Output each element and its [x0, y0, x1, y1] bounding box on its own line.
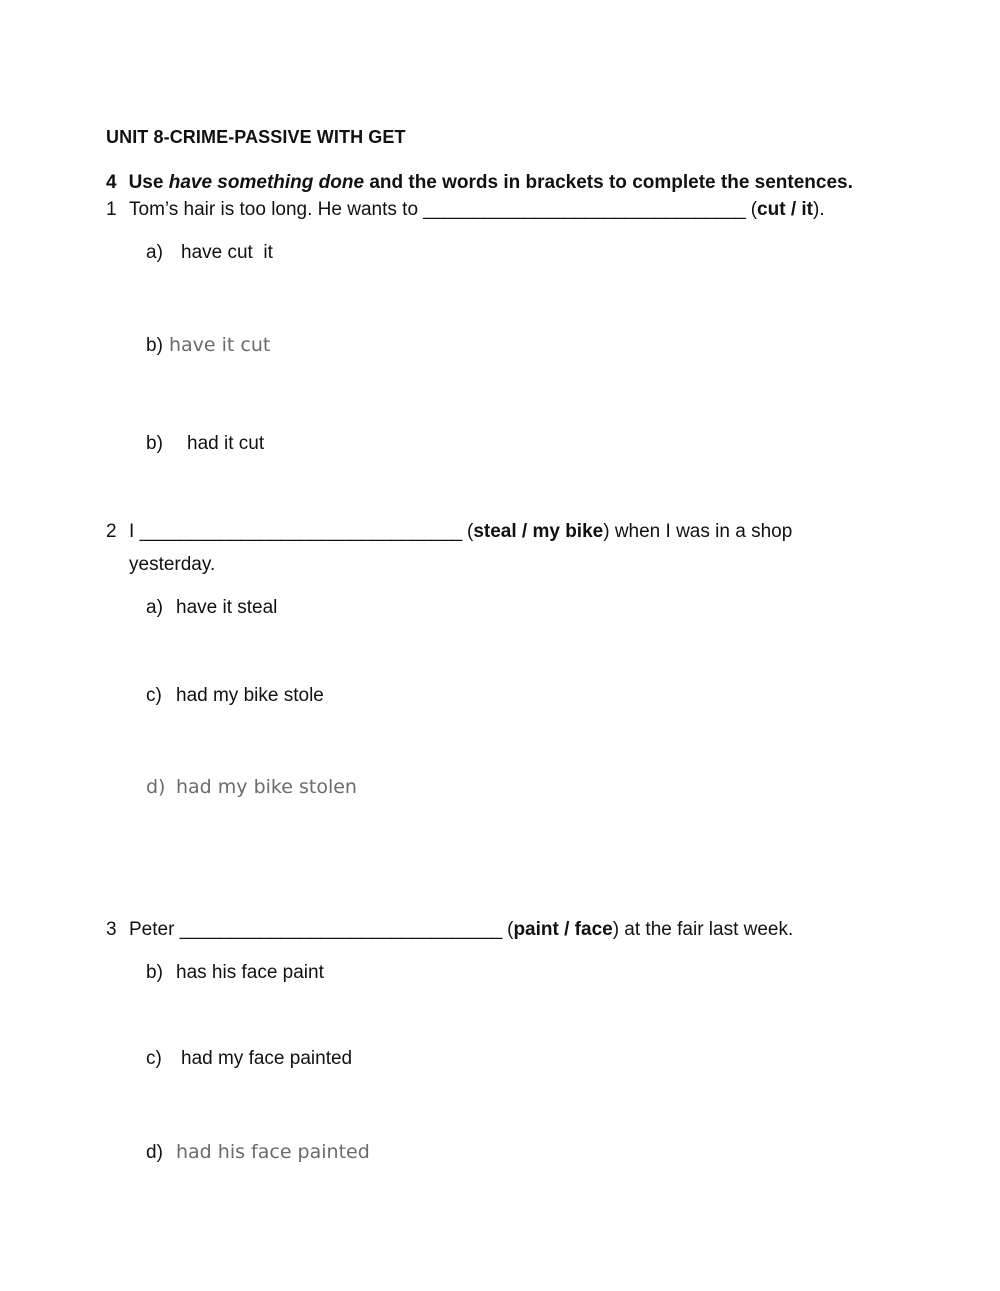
question-1: 1 Tom’s hair is too long. He wants to ________________________________ (cut / it).: [106, 199, 825, 220]
option-letter: d): [146, 776, 166, 798]
option-text: had my bike stolen: [176, 776, 357, 798]
option-text: had it cut: [187, 433, 265, 454]
option-text: have cut it: [181, 242, 273, 263]
option-letter: a): [146, 597, 163, 618]
bracket-hint: cut / it: [757, 199, 813, 220]
answer-blank[interactable]: ________________________________: [179, 919, 502, 940]
instruction-emphasis: have something done: [168, 172, 365, 193]
option-3b[interactable]: [146, 1048, 352, 1070]
option-text: had my bike stole: [176, 685, 324, 706]
exercise-instruction: [106, 172, 853, 194]
option-1c[interactable]: [146, 433, 264, 455]
option-letter: a): [146, 242, 163, 263]
option-letter: c): [146, 1048, 162, 1069]
question-text: Peter: [129, 919, 180, 940]
option-text: have it cut: [169, 334, 271, 356]
option-text: had my face painted: [181, 1048, 353, 1069]
option-letter: b): [146, 335, 163, 356]
exercise-number: 4: [106, 172, 117, 193]
question-text: I: [129, 521, 140, 542]
option-text: has his face paint: [176, 962, 324, 983]
option-2a[interactable]: [146, 597, 277, 619]
option-2b[interactable]: [146, 685, 324, 707]
option-3a[interactable]: [146, 962, 324, 984]
option-3c[interactable]: [146, 1141, 370, 1164]
option-text: have it steal: [176, 597, 278, 618]
answer-blank[interactable]: ________________________________: [423, 199, 746, 220]
question-number: 2: [106, 521, 117, 542]
question-3: 3 Peter ________________________________ (paint / face) at the fair last week.: [106, 919, 794, 940]
option-1b[interactable]: [146, 334, 270, 357]
option-1a[interactable]: [146, 242, 273, 264]
instruction-prefix: Use: [128, 172, 164, 193]
option-letter: b): [146, 433, 163, 454]
option-2c[interactable]: [146, 776, 357, 798]
answer-blank[interactable]: ________________________________: [139, 521, 462, 542]
bracket-hint: paint / face: [513, 919, 613, 940]
option-text: had his face painted: [176, 1141, 370, 1163]
question-number: 1: [106, 199, 117, 220]
question-text: Tom’s hair is too long. He wants to: [129, 199, 424, 220]
option-letter: b): [146, 962, 163, 983]
bracket-hint: steal / my bike: [473, 521, 604, 542]
instruction-suffix: and the words in brackets to complete the sentences.: [369, 172, 853, 193]
option-letter: c): [146, 685, 162, 706]
worksheet-title: UNIT 8-CRIME-PASSIVE WITH GET: [106, 127, 406, 147]
option-letter: d): [146, 1142, 163, 1163]
question-number: 3: [106, 919, 117, 940]
question-2-continuation: yesterday.: [129, 554, 216, 575]
question-2: 2 I ________________________________ (steal / my bike) when I was in a shop: [106, 521, 793, 542]
